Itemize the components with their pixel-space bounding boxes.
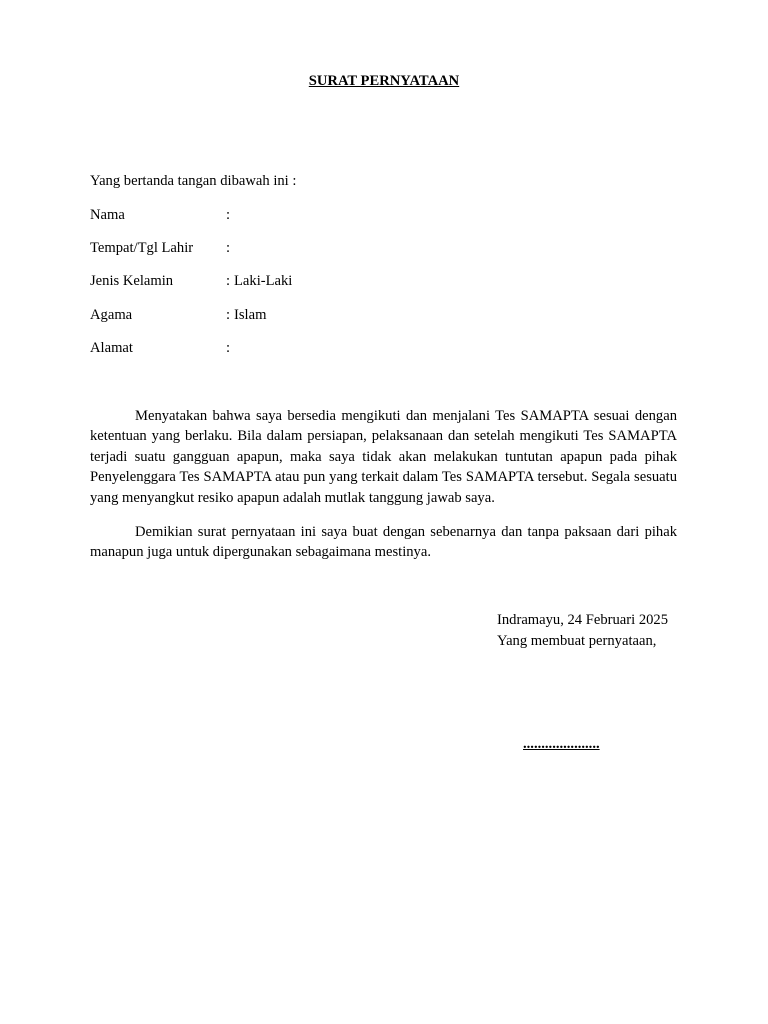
signature-name-placeholder: ..................... xyxy=(523,736,600,752)
field-label: Jenis Kelamin xyxy=(90,273,174,289)
closing-paragraph: Demikian surat pernyataan ini saya buat dengan sebenarnya dan tanpa paksaan dari pihak manapun juga untuk dipergunakan sebagaimana mestinya. xyxy=(90,524,677,561)
signature-block xyxy=(497,610,668,652)
document-title: SURAT PERNYATAAN xyxy=(308,73,460,89)
field-colon: : xyxy=(226,307,231,323)
field-agama xyxy=(90,307,690,327)
intro-text: Yang bertanda tangan dibawah ini : xyxy=(90,173,297,189)
field-label: Nama xyxy=(90,207,125,223)
field-label: Alamat xyxy=(90,340,133,356)
field-label: Agama xyxy=(90,307,133,323)
field-colon: : xyxy=(226,240,231,256)
field-tempat-tgl-lahir xyxy=(90,240,690,260)
field-colon: : xyxy=(226,207,231,223)
field-colon: : xyxy=(226,340,231,356)
field-alamat xyxy=(90,340,690,360)
place-date: Indramayu, 24 Februari 2025 xyxy=(497,612,669,628)
field-value: Islam xyxy=(234,307,267,323)
field-nama xyxy=(90,207,690,227)
field-value: Laki-Laki xyxy=(234,273,293,289)
field-jenis-kelamin xyxy=(90,273,690,293)
statement-paragraph: Menyatakan bahwa saya bersedia mengikuti dan menjalani Tes SAMAPTA sesuai dengan ketentuan yang berlaku. Bila dalam persiapan, pelaksanaan dan setelah mengikuti Tes SAMAPTA terjadi suatu gangguan apapun, maka saya tidak akan melakukan tuntutan apapun pada pihak Penyelenggara Tes SAMAPTA atau pun yang terkait dalam Tes SAMAPTA tersebut. Segala sesuatu yang menyangkut resiko apapun adalah mutlak tanggung jawab saya. xyxy=(90,408,677,506)
signer-label: Yang membuat pernyataan, xyxy=(497,633,657,649)
field-label: Tempat/Tgl Lahir xyxy=(90,240,194,256)
field-colon: : xyxy=(226,273,231,289)
